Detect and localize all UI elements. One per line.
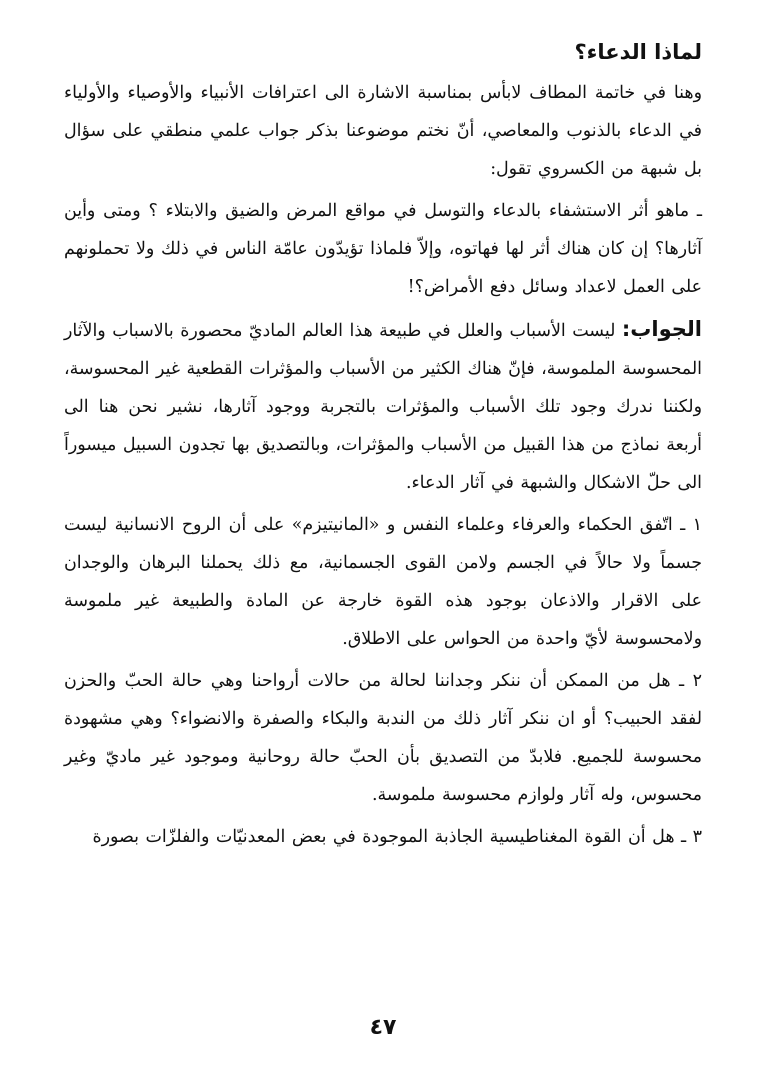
point-paragraph-2: ٢ ـ هل من الممكن أن ننكر وجداننا لحالة من حالات أرواحنا وهي حالة الحبّ والحزن لفقد الحبيب؟ أو ان ننكر آثار ذلك من الندبة والبكاء والصفرة والانضواء؟ وهي مشهودة محسوسة للجميع. فلابدّ من التصديق بأن الحبّ حالة روحانية وموجود غير ماديّ وغير محسوس، وله آثار ولوازم محسوسة ملموسة.	[64, 671, 702, 805]
answer-text: ليست الأسباب والعلل في طبيعة هذا العالم الماديّ محصورة بالاسباب والآثار المحسوسة الملموسة، فإنّ هناك الكثير من الأسباب والمؤثرات القطعية غير المحسوسة، ولكننا ندرك وجود تلك الأسباب والمؤثرات بالتجربة ووجود آثارها، نشير نحن هنا الى أربعة نماذج من هذا القبيل من الأسباب والمؤثرات، وبالتصديق بها تجدون السبيل ميسوراً الى حلّ الاشكال والشبهة في آثار الدعاء.	[64, 321, 702, 493]
answer-label: الجواب:	[621, 317, 702, 341]
point-paragraph-1: ١ ـ اتّفق الحكماء والعرفاء وعلماء النفس و «المانيتيزم» على أن الروح الانسانية ليست جسماً ولا حالاً في الجسم ولامن القوى الجسمانية، مع ذلك يحملنا البرهان والوجدان على الاقرار والاذعان بوجود هذه القوة خارجة عن المادة والطبيعة غير ملموسة ولامحسوسة لأيّ واحدة من الحواس على الاطلاق.	[64, 515, 702, 649]
question-paragraph: ـ ماهو أثر الاستشفاء بالدعاء والتوسل في مواقع المرض والضيق والابتلاء ؟ ومتى وأين آثارها؟ إن كان هناك أثر لها فهاتوه، وإلاّ فلماذا تؤيدّون عامّة الناس في ذلك ولا تحملونهم على العمل لاعداد وسائل دفع الأمراض؟!	[64, 201, 702, 297]
page-number: ٤٧	[369, 1015, 397, 1040]
section-title: لماذا الدعاء؟	[574, 40, 702, 64]
intro-paragraph: وهنا في خاتمة المطاف لابأس بمناسبة الاشارة الى اعترافات الأنبياء والأوصياء والأولياء في الدعاء بالذنوب والمعاصي، أنّ نختم موضوعنا بذكر جواب علمي منطقي على سؤال بل شبهة من الكسروي تقول:	[64, 83, 702, 179]
page-body	[64, 30, 702, 860]
point-paragraph-3: ٣ ـ هل أن القوة المغناطيسية الجاذبة الموجودة في بعض المعدنيّات والفلزّات بصورة	[92, 827, 702, 847]
answer-paragraph	[64, 310, 702, 502]
